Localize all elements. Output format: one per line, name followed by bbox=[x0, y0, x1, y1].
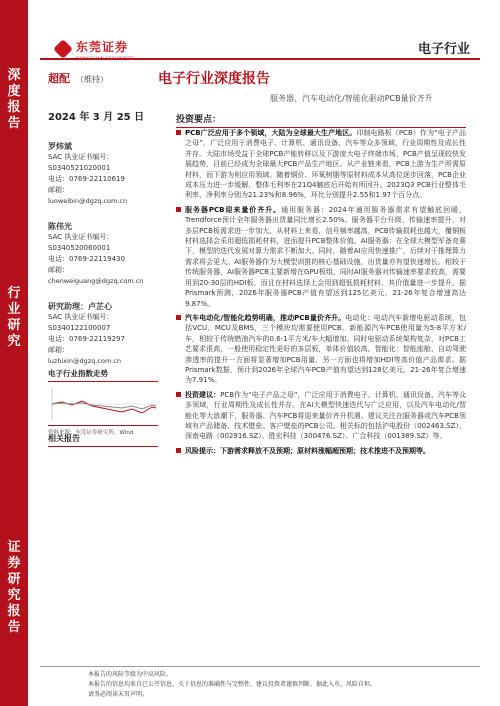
bullet-square-icon bbox=[176, 315, 181, 320]
brand-name-en: DONGGUAN SECURITIES bbox=[76, 56, 135, 61]
point-body: 通用服务器：2024年通用服务器需求有望触底回暖，Trendforce预计全年服务器出货量同比增长2.50%。服务器平台升级、传输速率提升，对多层PCB板需求进一步加大、从材料上来看，信号频率越高，PCB传输损耗也越大，覆铜板材料选择会采用超低损耗材料，进而提升PCB整体价值。AI服务器：在全球大模型军备竞赛下，模型的迭代发展对算力需求不断加大。同时，随着AI应用快速推广，后续对于推理算力需求将会更大。AI服务器作为大模型训推的核心基础设施，出货量亦有望快速增长。相较于传统服务器，AI服务器PCB主要新增在GPU板组，同时AI服务器对传输速率要求较高，需要用到20-30层的HDI板，而且在材料选择上会用到超低损耗材料，其价值量进一步提升。据Prismark预测，2026年服务器PCB产值有望达到125亿美元，21-26年复合增速高达9.87%。 bbox=[185, 205, 466, 308]
industry-tag: 电子行业 bbox=[417, 42, 470, 57]
bullet-square-icon bbox=[176, 392, 181, 397]
chart-series-line-1 bbox=[52, 401, 156, 413]
chart-title: 电子行业指数走势 bbox=[48, 368, 158, 382]
report-subtitle: 服务器、汽车电动化/智能化驱动PCB量价齐升 bbox=[270, 94, 433, 103]
analyst-phone: 电话：0769-22110619 bbox=[48, 175, 125, 183]
side-label-top: 深 度 报 告 bbox=[7, 68, 21, 131]
brand-logo-icon bbox=[53, 39, 73, 59]
footer-divider bbox=[40, 666, 480, 667]
page-header bbox=[40, 30, 480, 60]
index-chart bbox=[48, 368, 158, 436]
analyst-cert-label: SAC 执业证书编号： bbox=[48, 313, 114, 321]
analyst-name: 罗炜斌 bbox=[48, 142, 72, 151]
side-label-middle: 行 业 研 究 bbox=[7, 286, 21, 349]
analyst-email-label: 邮箱： bbox=[48, 266, 69, 274]
chart-plot bbox=[48, 386, 158, 422]
analyst-name: 研究助理：卢芷心 bbox=[48, 302, 112, 311]
point-lead: 投资建议： bbox=[185, 390, 221, 399]
analyst-cert: S0340521020001 bbox=[48, 164, 111, 172]
analyst-email-label: 邮箱： bbox=[48, 186, 69, 194]
bullet-square-icon bbox=[176, 207, 181, 212]
rating-note: （维持） bbox=[76, 75, 108, 84]
bullet-square-icon bbox=[176, 448, 181, 453]
footer-notice: 请务必阅读末页声明。 bbox=[88, 691, 149, 698]
point-body: 印制电路板（PCB）作为“电子产品之母”，广泛应用于消费电子、计算机、通讯设备、汽车等众多领域，行业周期性及成长性并存。大陆市场受益于全球PCB产能转移以及下游庞大电子终端市场，PCB产值呈现较快发展趋势，目前已经成为全球最大PCB产品生产地区。从产业链来看，PCB上游为生产所需原材料，而下游为则应用领域。随着铜价、环氧树脂等原材料成本从高位逐步回落，PCB企业成本压力进一步缓解，整体毛利率在21Q4触底后开始有所回升。2023Q3 PCB行业整体毛利率、净利率分别为21.23%和8.96%，环比分别提升2.55和1.97个百分点。 bbox=[185, 129, 466, 200]
footer-disclaimer: 本报告的信息均来自已公开信息，关于信息的准确性与完整性，建议投资者谨慎判断，据此入市，风险自担。 bbox=[88, 681, 377, 688]
investment-points bbox=[176, 128, 466, 460]
rating-value: 超配 bbox=[48, 72, 70, 85]
points-heading: 投资要点： bbox=[176, 112, 466, 128]
investment-point bbox=[176, 446, 466, 456]
investment-point bbox=[176, 205, 466, 309]
related-reports-heading: 相关报告 bbox=[48, 433, 158, 447]
analyst-column bbox=[48, 108, 158, 381]
bullet-square-icon bbox=[176, 130, 181, 135]
page-footer bbox=[88, 670, 468, 700]
analyst-phone: 电话：0769-22119297 bbox=[48, 335, 125, 343]
analyst-cert: S0340520060001 bbox=[48, 244, 111, 252]
point-lead: 汽车电动化/智能化趋势明确，推动PCB量价齐升。 bbox=[185, 313, 346, 322]
investment-point bbox=[176, 390, 466, 442]
rating bbox=[48, 70, 108, 86]
analyst-email[interactable]: luzhixin@dgzq.com.cn bbox=[48, 357, 122, 365]
analyst-cert: S0340122100007 bbox=[48, 324, 111, 332]
point-lead: 风险提示：下游需求释放不及预期；原材料涨幅超预期；技术推进不及预期等。 bbox=[185, 446, 430, 455]
point-body: 电动化：电动汽车新增电驱动系统，包括VCU、MCU及BMS，三个模块均需要使用PCB。新能源汽车PCB使用量为5-8平方米/车，相较于传统燃油汽车的0.6-1平方米/车大幅增加。同时电驱动系统架构复杂，对PCB工艺要求很高，一般使用稳定性更好的多层板，单体价值较高。智能化：智能座舱、自动驾驶渗透率的提升一方面将显著增加PCB用量，另一方面也将增加HDI等高价值产品需求。据Prismark数据，预计到2026年全球汽车PCB产值有望达到128亿美元，21-26年复合增速为7.91%。 bbox=[185, 313, 467, 385]
investment-point bbox=[176, 313, 466, 386]
brand-logo bbox=[56, 36, 134, 61]
analyst-card bbox=[48, 301, 158, 367]
analyst-cert-label: SAC 执业证书编号： bbox=[48, 153, 114, 161]
analyst-card bbox=[48, 221, 158, 287]
analyst-email[interactable]: luoweibin@dgzq.com.cn bbox=[48, 197, 128, 205]
report-title: 电子行业深度报告 bbox=[158, 71, 270, 87]
analyst-name: 陈伟光 bbox=[48, 222, 72, 231]
footer-risk-level: 本报告的风险等级为中高风险。 bbox=[88, 671, 173, 678]
point-lead: PCB广泛应用于多个领域，大陆为全球最大生产地区。 bbox=[185, 129, 357, 137]
analyst-card bbox=[48, 141, 158, 207]
investment-point bbox=[176, 128, 466, 201]
brand-name: 东莞证券 bbox=[76, 40, 129, 54]
analyst-email[interactable]: chenweiguang@dgzq.com.cn bbox=[48, 277, 144, 285]
analyst-email-label: 邮箱： bbox=[48, 346, 69, 354]
point-lead: 服务器PCB迎来量价齐升。 bbox=[185, 205, 282, 214]
chart-source: 资料来源：东莞证券研究所，Wind bbox=[48, 425, 158, 436]
analyst-cert-label: SAC 执业证书编号： bbox=[48, 233, 114, 241]
analyst-phone: 电话：0769-22119430 bbox=[48, 255, 125, 263]
point-body: PCB作为“电子产品之母”，广泛应用于消费电子、计算机、通讯设备、汽车等众多领域，行业周期性及成长性并存。在AI大模型快速迭代与广泛应用，以及汽车电动化/智能化等大浪潮下，服务器、汽车PCB将迎来量价齐升机遇。建议关注在服务器或汽车PCB领域有产品储备、技术壁垒、客户壁垒的PCB公司。相关标的包括沪电股份（002463.SZ）、深南电路（002916.SZ）、胜宏科技（300476.SZ）、广合科技（001389.SZ）等。 bbox=[185, 390, 466, 441]
side-label-bottom: 证 券 研 究 报 告 bbox=[7, 540, 21, 635]
report-date: 2024 年 3 月 25 日 bbox=[48, 112, 145, 123]
